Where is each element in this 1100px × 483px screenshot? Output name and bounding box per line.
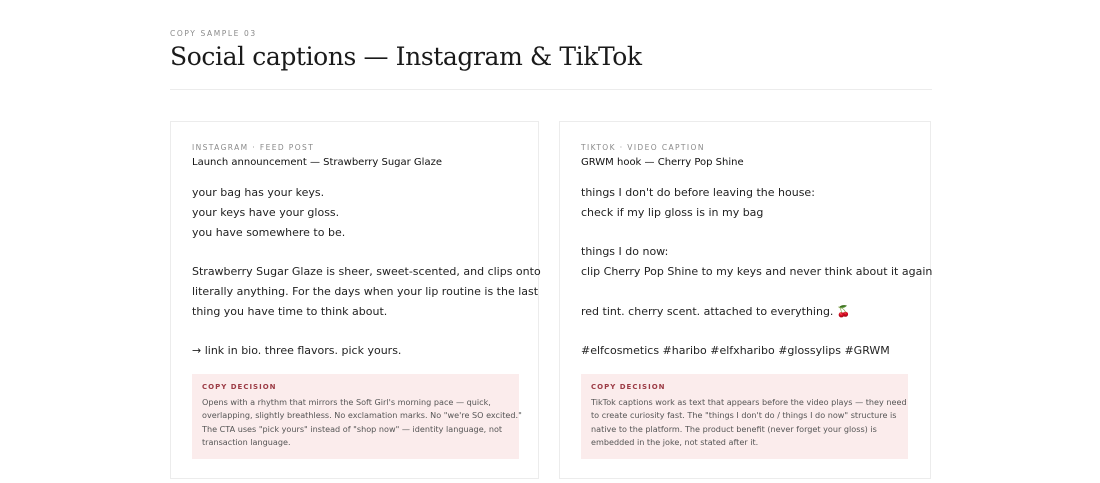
caption-spacer [192, 242, 522, 262]
card-eyebrow: INSTAGRAM · FEED POST [192, 143, 315, 152]
copy-decision-label: COPY DECISION [591, 383, 666, 391]
caption-spacer [581, 282, 911, 302]
caption-spacer [581, 322, 911, 342]
card-title: Launch announcement — Strawberry Sugar Glaze [192, 157, 442, 168]
copy-decision-box [192, 374, 522, 459]
card-eyebrow: TIKTOK · VIDEO CAPTION [581, 143, 705, 152]
caption-line: red tint. cherry scent. attached to everything. 🍒 [581, 304, 851, 318]
instagram-card [170, 121, 539, 479]
caption-line: things I do now: [581, 245, 669, 259]
header-divider [170, 89, 932, 90]
page-title: Social captions — Instagram & TikTok [170, 42, 642, 71]
sample-eyebrow: COPY SAMPLE 03 [170, 29, 257, 38]
tiktok-card [559, 121, 931, 479]
copy-decision-text [202, 396, 522, 450]
caption-line: Strawberry Sugar Glaze is sheer, sweet-scented, and clips onto [192, 265, 541, 279]
hashtags-line: #elfcosmetics #haribo #elfxharibo #glossylips #GRWM [581, 344, 890, 358]
caption-line: thing you have time to think about. [192, 304, 388, 318]
decision-line: native to the platform. The product benefit (never forget your gloss) is [591, 423, 877, 434]
caption-body [192, 183, 541, 361]
copy-decision-label: COPY DECISION [202, 383, 277, 391]
caption-line: clip Cherry Pop Shine to my keys and never think about it again [581, 265, 933, 279]
decision-line: transaction language. [202, 437, 291, 448]
decision-line: The CTA uses "pick yours" instead of "shop now" — identity language, not [202, 423, 503, 434]
caption-line: check if my lip gloss is in my bag [581, 205, 764, 219]
caption-spacer [192, 322, 522, 342]
caption-line: your bag has your keys. [192, 186, 325, 199]
decision-line: embedded in the joke, not stated after it. [591, 437, 759, 448]
copy-decision-box [581, 374, 908, 459]
caption-body [581, 183, 933, 361]
decision-line: TikTok captions work as text that appears before the video plays — they need [591, 397, 907, 407]
caption-spacer [581, 223, 911, 243]
card-title: GRWM hook — Cherry Pop Shine [581, 157, 744, 168]
copy-decision-text [591, 396, 907, 450]
caption-line: literally anything. For the days when your lip routine is the last [192, 284, 539, 298]
decision-line: Opens with a rhythm that mirrors the Soft Girl's morning pace — quick, [202, 397, 491, 407]
caption-line: things I don't do before leaving the house: [581, 186, 815, 199]
caption-line: → link in bio. three flavors. pick yours. [192, 344, 402, 358]
decision-line: overlapping, slightly breathless. No exclamation marks. No "we're SO excited." [202, 410, 522, 421]
caption-line: your keys have your gloss. [192, 205, 340, 219]
decision-line: to create curiosity fast. The "things I don't do / things I do now" structure is [591, 410, 897, 421]
caption-line: you have somewhere to be. [192, 225, 346, 239]
